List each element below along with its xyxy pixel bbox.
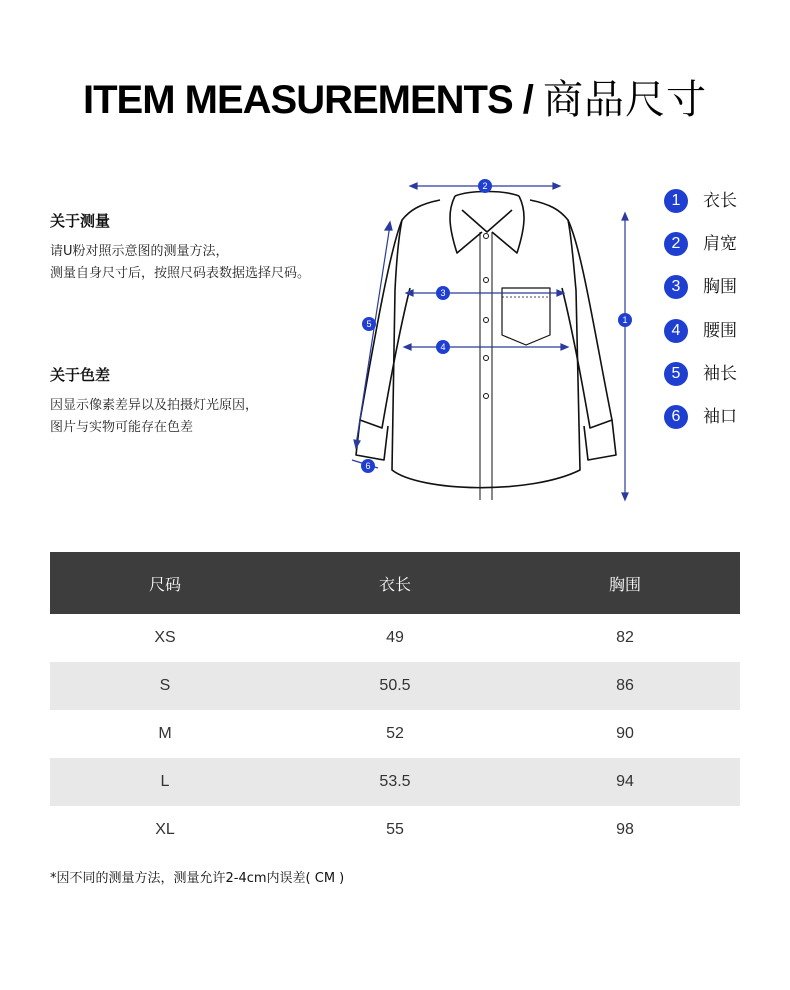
header-chest: 胸围: [608, 574, 641, 594]
cell-size: M: [158, 725, 172, 742]
page-title: [0, 76, 790, 124]
number-1-icon: 1: [664, 189, 688, 213]
table-row: [50, 758, 740, 806]
cell-chest: 86: [616, 677, 634, 694]
measurement-note: [50, 211, 360, 285]
svg-text:5: 5: [366, 319, 372, 329]
legend-label: 肩宽: [703, 234, 737, 255]
svg-text:2: 2: [482, 181, 488, 191]
number-5-icon: 5: [664, 362, 688, 386]
cell-length: 53.5: [379, 773, 411, 790]
number-2-icon: 2: [664, 232, 688, 256]
table-header: [50, 552, 740, 614]
number-3-icon: 3: [664, 275, 688, 299]
note-line: 因显示像素差异以及拍摄灯光原因，: [50, 398, 259, 413]
title-chinese: 商品尺寸: [543, 77, 708, 123]
shirt-diagram: [340, 170, 650, 520]
svg-text:6: 6: [365, 461, 371, 471]
color-note: [50, 365, 360, 439]
footnote: *因不同的测量方法，测量允许2-4cm内误差( CM ): [50, 871, 345, 886]
legend-label: 袖长: [703, 363, 737, 384]
number-4-icon: 4: [664, 319, 688, 343]
cell-length: 55: [386, 821, 404, 838]
marker-3: [436, 286, 450, 300]
marker-6: [361, 459, 375, 473]
cell-length: 49: [386, 629, 404, 646]
legend-item-cuff: [664, 405, 737, 429]
cell-chest: 82: [616, 629, 634, 646]
marker-2: [478, 179, 492, 193]
cell-length: 50.5: [379, 677, 411, 694]
marker-1: [618, 313, 632, 327]
legend-label: 袖口: [703, 406, 737, 427]
svg-text:3: 3: [440, 288, 446, 298]
table-row: [50, 806, 740, 854]
table-row: [50, 662, 740, 710]
legend-item-shoulder: [664, 232, 737, 256]
legend-label: 胸围: [703, 277, 737, 298]
svg-text:1: 1: [622, 315, 628, 325]
legend-label: 腰围: [703, 320, 737, 341]
table-row: [50, 710, 740, 758]
marker-5: [362, 317, 376, 331]
cell-size: S: [159, 677, 171, 694]
legend-item-waist: [664, 319, 737, 343]
cell-chest: 98: [616, 821, 634, 838]
note-line: 请U粉对照示意图的测量方法，: [50, 244, 229, 259]
table-row: [50, 614, 740, 662]
legend-item-length: [664, 189, 737, 213]
header-length: 衣长: [378, 574, 411, 594]
cell-size: XL: [155, 821, 175, 838]
note-line: 图片与实物可能存在色差: [50, 420, 194, 435]
size-table: [50, 552, 740, 854]
cell-chest: 94: [616, 773, 634, 790]
measurement-legend: [664, 189, 737, 448]
note-heading: 关于色差: [50, 366, 111, 384]
number-6-icon: 6: [664, 405, 688, 429]
note-line: 测量自身尺寸后，按照尺码表数据选择尺码。: [50, 266, 311, 281]
legend-item-sleeve: [664, 362, 737, 386]
note-heading: 关于测量: [50, 212, 111, 230]
legend-label: 衣长: [703, 191, 737, 211]
svg-text:4: 4: [440, 342, 446, 352]
cell-chest: 90: [616, 725, 634, 742]
cell-size: XS: [154, 629, 176, 646]
marker-4: [436, 340, 450, 354]
shirt-buttons: [484, 234, 489, 399]
cell-size: L: [160, 773, 170, 790]
cell-length: 52: [386, 725, 404, 742]
title-english: ITEM MEASUREMENTS /: [82, 78, 544, 122]
header-size: 尺码: [148, 574, 181, 594]
legend-item-chest: [664, 275, 737, 299]
